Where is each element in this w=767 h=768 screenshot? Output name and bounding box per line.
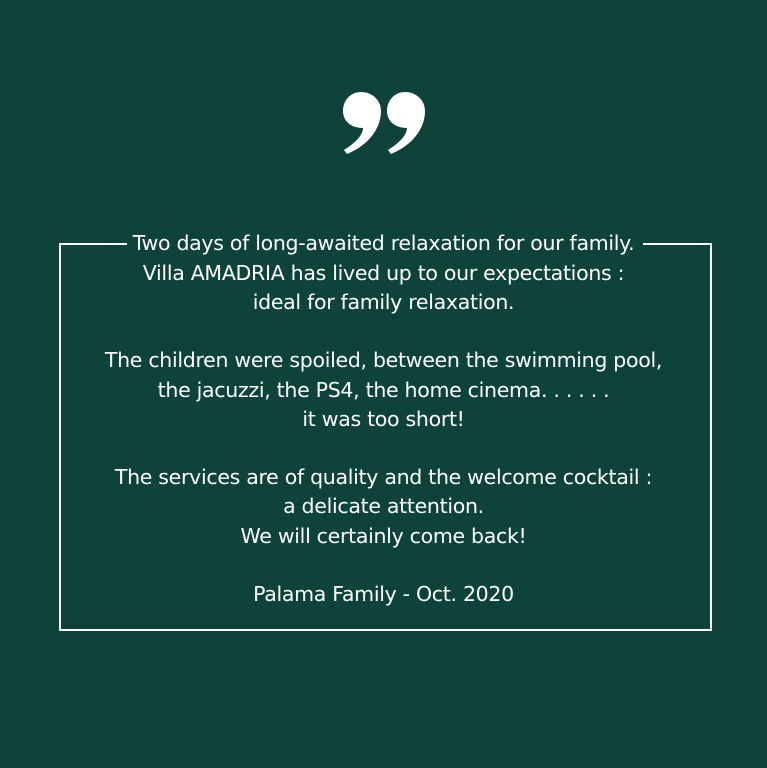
quote-signature: Palama Family - Oct. 2020 — [253, 582, 514, 606]
closing-quote-icon — [341, 90, 427, 156]
quote-line: Two days of long-awaited relaxation for our family. — [132, 231, 635, 255]
quote-line: The children were spoiled, between the swimming pool, — [104, 348, 663, 372]
quote-line: The services are of quality and the welcome cocktail : — [114, 465, 653, 489]
quote-line: We will certainly come back! — [240, 524, 527, 548]
quote-line: Villa AMADRIA has lived up to our expectations : — [142, 261, 625, 285]
quote-line: a delicate attention. — [283, 494, 484, 518]
quote-line: ideal for family relaxation. — [252, 290, 515, 314]
quote-line: the jacuzzi, the PS4, the home cinema. . . . . . — [157, 378, 610, 402]
quote-line: it was too short! — [302, 407, 465, 431]
